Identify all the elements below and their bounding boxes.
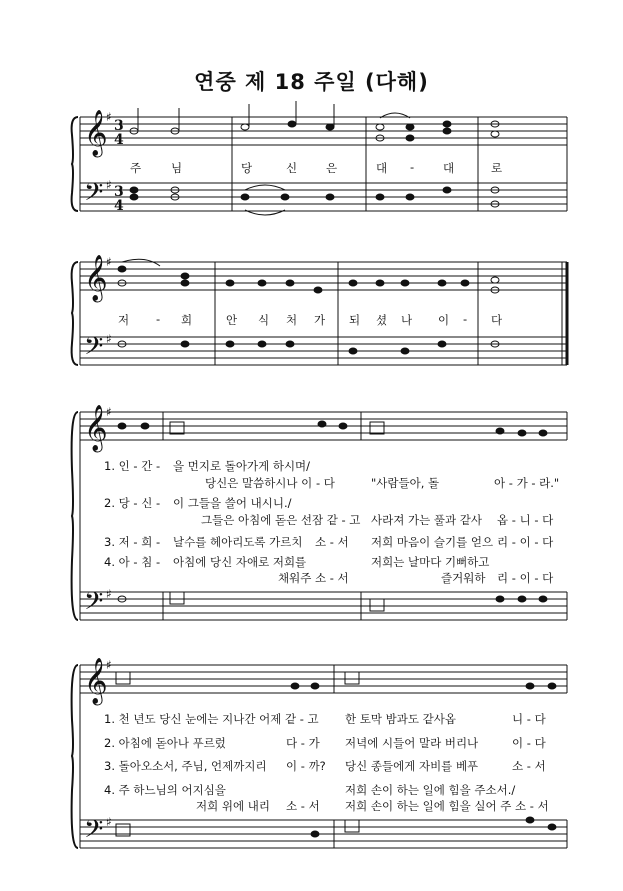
verse-3-part-b: 날수를 헤아리도록 가르치 bbox=[173, 535, 303, 549]
treble-clef-icon: 𝄞 bbox=[84, 405, 108, 451]
lyric-syllable: 희 bbox=[181, 313, 194, 327]
lyric-syllable: 주 bbox=[130, 161, 143, 175]
lyric-syllable: 되 bbox=[349, 313, 362, 327]
verse-2-part-b: 이 그들을 쓸어 내시니./ bbox=[173, 496, 292, 510]
verse-2-part-a: 2. 당 - 신 - bbox=[104, 496, 161, 510]
svg-text:♯: ♯ bbox=[106, 255, 112, 269]
lyric-syllable: 안 bbox=[226, 313, 239, 327]
verse-1-part-d: 아 - 가 - 라." bbox=[494, 476, 560, 490]
verse-3-part-a: 3. 돌아오소서, 주님, 언제까지리 bbox=[104, 759, 267, 773]
verse-4-part-c2: 즐거워하 bbox=[441, 571, 486, 585]
bass-clef-icon: 𝄢 bbox=[84, 587, 104, 622]
lyric-syllable: 은 bbox=[326, 161, 339, 175]
svg-text:3: 3 bbox=[114, 184, 124, 200]
lyric-syllable: 님 bbox=[171, 161, 184, 175]
verse-2-part-c: 사라져 가는 풀과 같사 bbox=[371, 513, 482, 527]
svg-text:♯: ♯ bbox=[106, 658, 112, 672]
verse-4-part-c: 저희 손이 하는 일에 힘을 주소서./ bbox=[345, 783, 516, 797]
verse-4-part-a2: 저희 위에 내리 bbox=[196, 799, 270, 813]
verse-3-part-c: 저희 마음이 슬기를 얻으 bbox=[371, 535, 494, 549]
lyric-syllable: 신 bbox=[286, 161, 299, 175]
verse-4-part-b: 아침에 당신 자애로 저희를 bbox=[173, 555, 307, 569]
verse-1-part-a: 1. 인 - 간 - bbox=[104, 459, 161, 473]
treble-clef-icon: 𝄞 bbox=[84, 658, 108, 704]
lyric-syllable: 저 bbox=[118, 313, 131, 327]
verse-4-part-a: 4. 아 - 침 - bbox=[104, 555, 161, 569]
bass-clef-icon: 𝄢 bbox=[84, 178, 104, 213]
verse-4-part-c2: 저희 손이 하는 일에 힘을 실어 주 소 - 서 bbox=[345, 799, 549, 813]
treble-clef-icon: 𝄞 bbox=[84, 110, 108, 156]
verse-2-part-d: 이 - 다 bbox=[512, 736, 546, 750]
verse-1-part-b2: 당신은 말씀하시나 이 - 다 bbox=[205, 476, 335, 490]
system-4-bass-staff bbox=[80, 820, 567, 848]
lyric-syllable: - bbox=[410, 160, 416, 174]
verse-4-part-a: 4. 주 하느님의 어지심을 bbox=[104, 783, 226, 797]
verse-2-part-b: 다 - 가 bbox=[286, 736, 320, 750]
svg-text:♯: ♯ bbox=[106, 332, 112, 346]
svg-text:4: 4 bbox=[114, 132, 124, 148]
bass-clef-icon: 𝄢 bbox=[84, 815, 104, 850]
svg-text:3: 3 bbox=[114, 118, 124, 134]
lyric-syllable: 처 bbox=[286, 313, 299, 327]
svg-text:♯: ♯ bbox=[106, 110, 112, 124]
lyric-syllable: 식 bbox=[258, 313, 271, 327]
lyric-syllable: 셨 bbox=[376, 313, 389, 327]
lyric-syllable: 이 bbox=[438, 313, 451, 327]
verse-3-part-c: 당신 종들에게 자비를 베푸 bbox=[345, 759, 479, 773]
lyric-syllable: 로 bbox=[491, 161, 504, 175]
lyric-syllable: 당 bbox=[241, 161, 254, 175]
verse-3-part-d: 소 - 서 bbox=[512, 759, 546, 773]
lyric-syllable: - bbox=[156, 312, 162, 326]
treble-clef-icon: 𝄞 bbox=[84, 255, 108, 301]
lyric-syllable: 대 bbox=[443, 161, 456, 175]
verse-4-part-c: 저희는 날마다 기뻐하고 bbox=[371, 555, 490, 569]
verse-1-part-c: 한 토막 밤과도 같사옵 bbox=[345, 712, 456, 726]
verse-2-part-a: 2. 아침에 돋아나 푸르렀 bbox=[104, 736, 226, 750]
verse-3-part-d: 리 - 이 - 다 bbox=[497, 535, 554, 549]
system-4-treble-staff bbox=[80, 665, 567, 693]
verse-4-part-b: 소 - 서 bbox=[286, 799, 320, 813]
lyric-syllable: 대 bbox=[376, 161, 389, 175]
lyric-syllable: 가 bbox=[314, 313, 327, 327]
verse-3-part-b: 이 - 까? bbox=[286, 759, 326, 773]
system-3-bass-staff bbox=[80, 592, 567, 620]
verse-1-part-a: 1. 천 년도 당신 눈에는 지나간 어제 같 - 고 bbox=[104, 712, 319, 726]
bass-clef-icon: 𝄢 bbox=[84, 332, 104, 367]
verse-1-part-c: "사람들아, 돌 bbox=[371, 476, 440, 490]
verse-2-part-d: 옵 - 니 - 다 bbox=[497, 513, 554, 527]
lyric-syllable: 다 bbox=[491, 313, 504, 327]
lyric-syllable: 나 bbox=[401, 313, 414, 327]
verse-1-part-d: 니 - 다 bbox=[512, 712, 546, 726]
verse-2-part-b2: 그들은 아침에 돋은 선잠 같 - 고 bbox=[201, 513, 361, 527]
time-signature bbox=[114, 118, 124, 214]
system-2-treble-staff bbox=[80, 262, 567, 290]
svg-text:4: 4 bbox=[114, 198, 124, 214]
verse-3-part-b2: 소 - 서 bbox=[315, 535, 349, 549]
svg-text:♯: ♯ bbox=[106, 178, 112, 192]
svg-text:♯: ♯ bbox=[106, 587, 112, 601]
verse-4-part-b2: 채워주 소 - 서 bbox=[278, 571, 349, 585]
verse-4-part-d: 리 - 이 - 다 bbox=[497, 571, 554, 585]
svg-text:♯: ♯ bbox=[106, 815, 112, 829]
svg-text:♯: ♯ bbox=[106, 405, 112, 419]
verse-1-part-b: 을 먼지로 돌아가게 하시며/ bbox=[173, 459, 311, 473]
verse-2-part-c: 저녁에 시들어 말라 버리나 bbox=[345, 736, 479, 750]
page-title: 연중 제 18 주일 (다해) bbox=[194, 70, 429, 94]
lyric-syllable: - bbox=[463, 312, 469, 326]
verse-3-part-a: 3. 저 - 희 - bbox=[104, 535, 161, 549]
